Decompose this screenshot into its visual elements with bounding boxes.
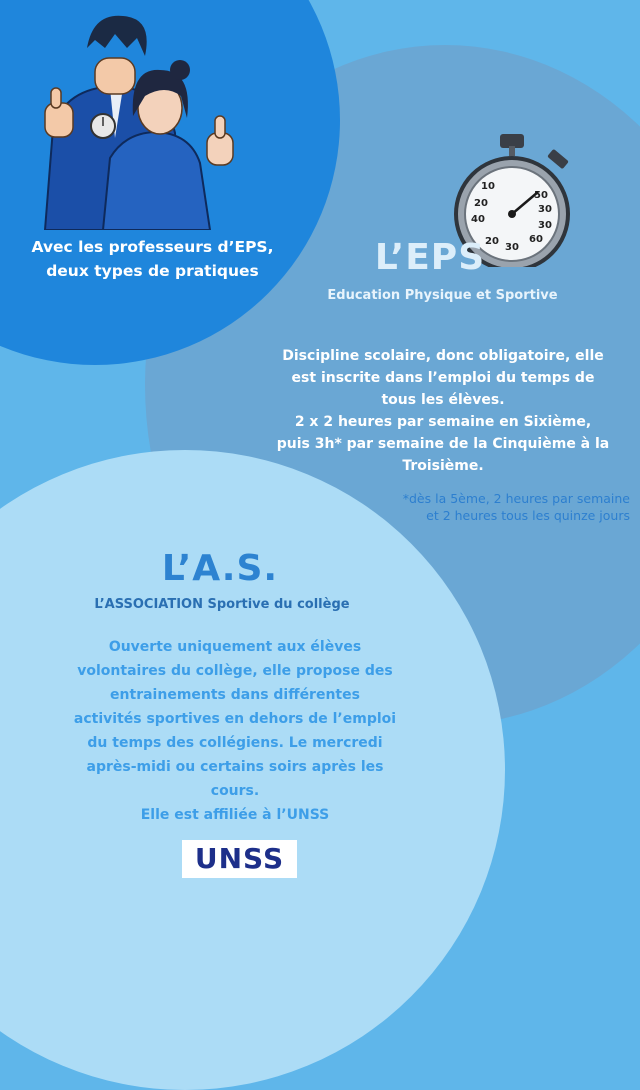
as-line: du temps des collégiens. Le mercredi — [87, 735, 383, 751]
eps-subtitle: Education Physique et Sportive — [327, 288, 558, 303]
stopwatch-number: 50 — [534, 190, 548, 201]
as-line: cours. — [210, 783, 260, 799]
intro-text — [10, 235, 295, 283]
stopwatch-number: 30 — [538, 204, 552, 215]
eps-line: est inscrite dans l’emploi du temps de — [291, 370, 595, 386]
eps-line: 2 x 2 heures par semaine en Sixième, — [294, 414, 592, 430]
as-subtitle: L’ASSOCIATION Sportive du collège — [94, 597, 350, 612]
eps-description — [258, 345, 628, 477]
as-line: après-midi ou certains soirs après les — [86, 759, 384, 775]
stopwatch-number: 20 — [474, 198, 488, 209]
eps-note-line: *dès la 5ème, 2 heures par semaine — [402, 491, 630, 506]
as-line: entrainements dans différentes — [110, 687, 360, 703]
eps-footnote — [330, 490, 630, 524]
eps-line: Troisième. — [402, 458, 484, 474]
eps-line: puis 3h* par semaine de la Cinquième à la — [276, 436, 610, 452]
eps-line: Discipline scolaire, donc obligatoire, elle — [282, 348, 604, 364]
unss-logo-text: UNSS — [194, 842, 285, 875]
stopwatch-number: 60 — [529, 234, 543, 245]
stopwatch-number: 40 — [471, 214, 485, 225]
students-thumbs-up-illustration — [15, 8, 255, 230]
stopwatch-number: 20 — [485, 236, 499, 247]
intro-line: Avec les professeurs d’EPS, — [31, 238, 274, 256]
as-title: L’A.S. — [161, 548, 279, 589]
stopwatch-number: 10 — [481, 181, 495, 192]
stopwatch-number: 30 — [505, 242, 519, 253]
as-line: activités sportives en dehors de l’emploi — [73, 711, 397, 727]
eps-note-line: et 2 heures tous les quinze jours — [426, 508, 630, 523]
as-description — [45, 635, 425, 827]
eps-line: tous les élèves. — [381, 392, 505, 408]
eps-title: L’EPS — [374, 237, 486, 278]
as-line: Ouverte uniquement aux élèves — [108, 639, 362, 655]
intro-line: deux types de pratiques — [46, 262, 259, 280]
as-line: volontaires du collège, elle propose des — [77, 663, 393, 679]
unss-logo — [182, 840, 297, 878]
as-line: Elle est affiliée à l’UNSS — [140, 807, 330, 823]
stopwatch-number: 30 — [538, 220, 552, 231]
